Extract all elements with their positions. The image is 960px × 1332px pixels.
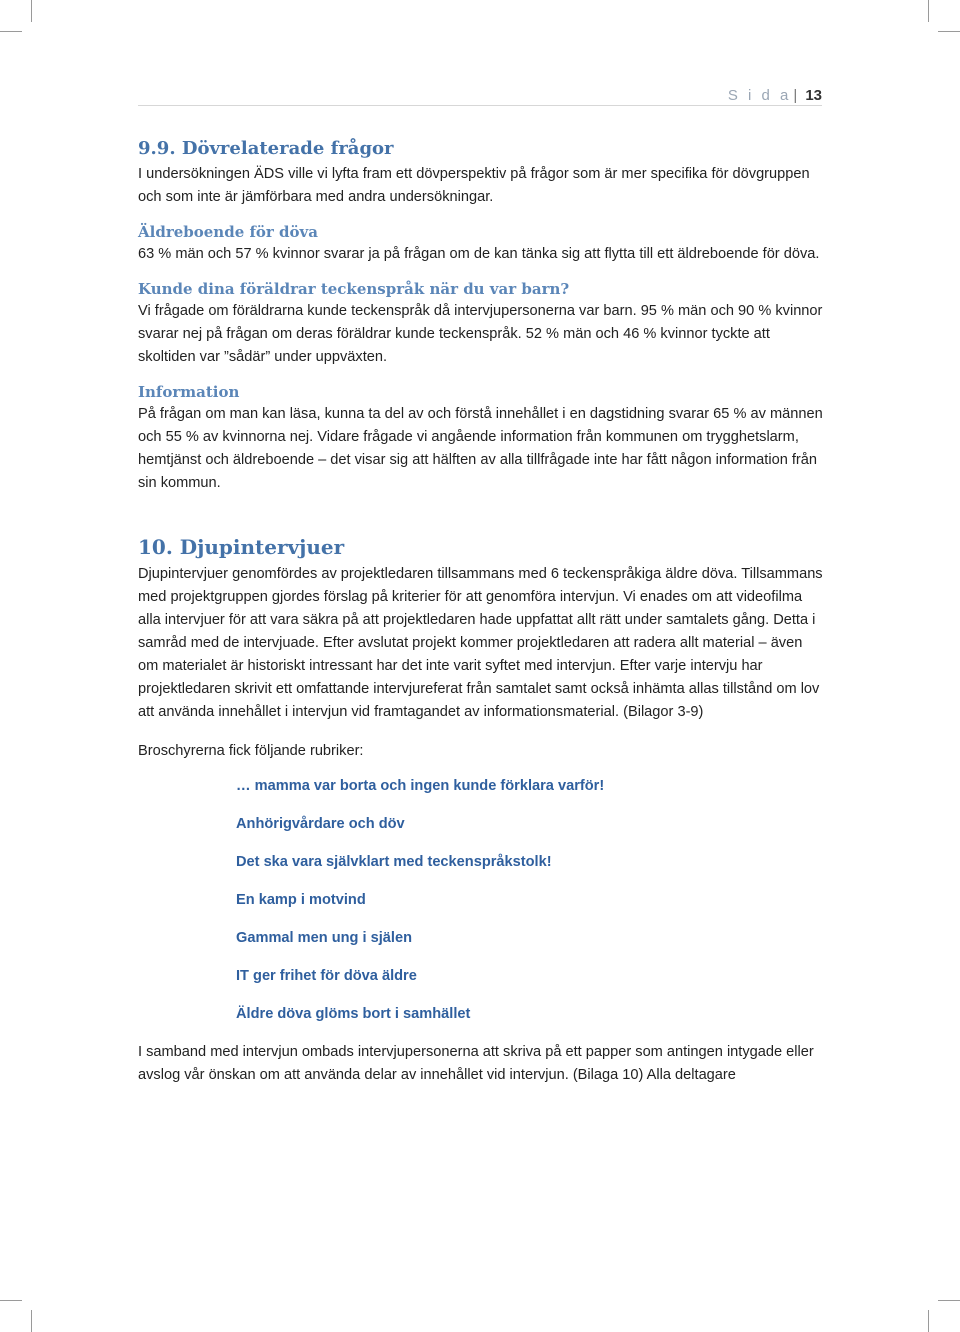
paragraph-foraldrar: Vi frågade om föräldrarna kunde teckenspråk då intervjupersonerna var barn. 95 % män och 90 % kvinnor svarar nej på frågan om deras föräldrar kunde teckenspråk. 52 % män och 46 % kvinnor tyckte att skoltiden var ”sådär” under uppväxten. [138, 303, 823, 365]
page-header [728, 87, 822, 104]
page-label: S i d a [727, 87, 792, 104]
crop-mark [31, 1310, 32, 1332]
subheading-information: Information [138, 383, 240, 401]
crop-mark [31, 0, 32, 22]
brochure-rubric-list [236, 775, 824, 1041]
list-item: IT ger frihet för döva äldre [236, 968, 417, 984]
list-item: Gammal men ung i själen [236, 930, 412, 946]
subheading-foraldrar: Kunde dina föräldrar teckenspråk när du var barn? [138, 280, 570, 298]
header-separator: | [793, 87, 798, 104]
crop-mark [0, 1300, 22, 1301]
page-content [138, 138, 824, 1087]
page-number: 13 [805, 87, 822, 104]
list-item: … mamma var borta och ingen kunde förklara varför! [236, 778, 605, 794]
paragraph-aldreboende: 63 % män och 57 % kvinnor svarar ja på frågan om de kan tänka sig att flytta till ett äldreboende för döva. [138, 246, 820, 262]
header-rule [138, 105, 822, 106]
paragraph-djupintervjuer: Djupintervjuer genomfördes av projektledaren tillsammans med 6 teckenspråkiga äldre döva. Tillsammans med projektgruppen gjordes förslag på kriterier för att genomföra intervjun. Vi enades om att videofilma alla intervjuer för att vara säkra på att projektledaren hade uppfattat allt rätt under samtalets gång. Detta i samråd med de intervjuade. Efter avslutat projekt kommer projektledaren att radera allt material – även om materialet är historiskt intressant har det inte varit syftet med intervjun. Efter varje intervju har projektledaren skrivit ett omfattande intervjureferat från samtalet samt också inhämta allas tillstånd om lov att använda innehållet i intervjun vid framtagandet av informationsmaterial. (Bilagor 3-9) [138, 566, 823, 720]
paragraph-information: På frågan om man kan läsa, kunna ta del av och förstå innehållet i en dagstidning svarar 65 % av männen och 55 % av kvinnorna nej. Vidare frågade vi angående information från kommunen om trygghetslarm, hemtjänst och äldreboende – det visar sig att hälften av alla tillfrågade inte har fått någon information från sin kommun. [138, 406, 823, 491]
paragraph-closing: I samband med intervjun ombads intervjupersonerna att skriva på ett papper som antingen intygade eller avslog vår önskan om att använda delar av innehållet vid intervjun. (Bilaga 10) Alla deltagare [138, 1044, 814, 1083]
crop-mark [938, 1300, 960, 1301]
crop-mark [938, 31, 960, 32]
section-9-9-heading: 9.9. Dövrelaterade frågor [138, 138, 394, 159]
list-item: Det ska vara självklart med teckenspråkstolk! [236, 854, 552, 870]
crop-mark [0, 31, 22, 32]
subheading-aldreboende: Äldreboende för döva [138, 223, 318, 241]
paragraph-brochure-intro: Broschyrerna fick följande rubriker: [138, 743, 364, 759]
crop-mark [928, 0, 929, 22]
crop-mark [928, 1310, 929, 1332]
list-item: Äldre döva glöms bort i samhället [236, 1006, 471, 1022]
section-9-9-intro: I undersökningen ÄDS ville vi lyfta fram ett dövperspektiv på frågor som är mer specifika för dövgruppen och som inte är jämförbara med andra undersökningar. [138, 166, 810, 205]
list-item: Anhörigvårdare och döv [236, 816, 405, 832]
section-10-heading: 10. Djupintervjuer [138, 535, 345, 559]
list-item: En kamp i motvind [236, 892, 366, 908]
